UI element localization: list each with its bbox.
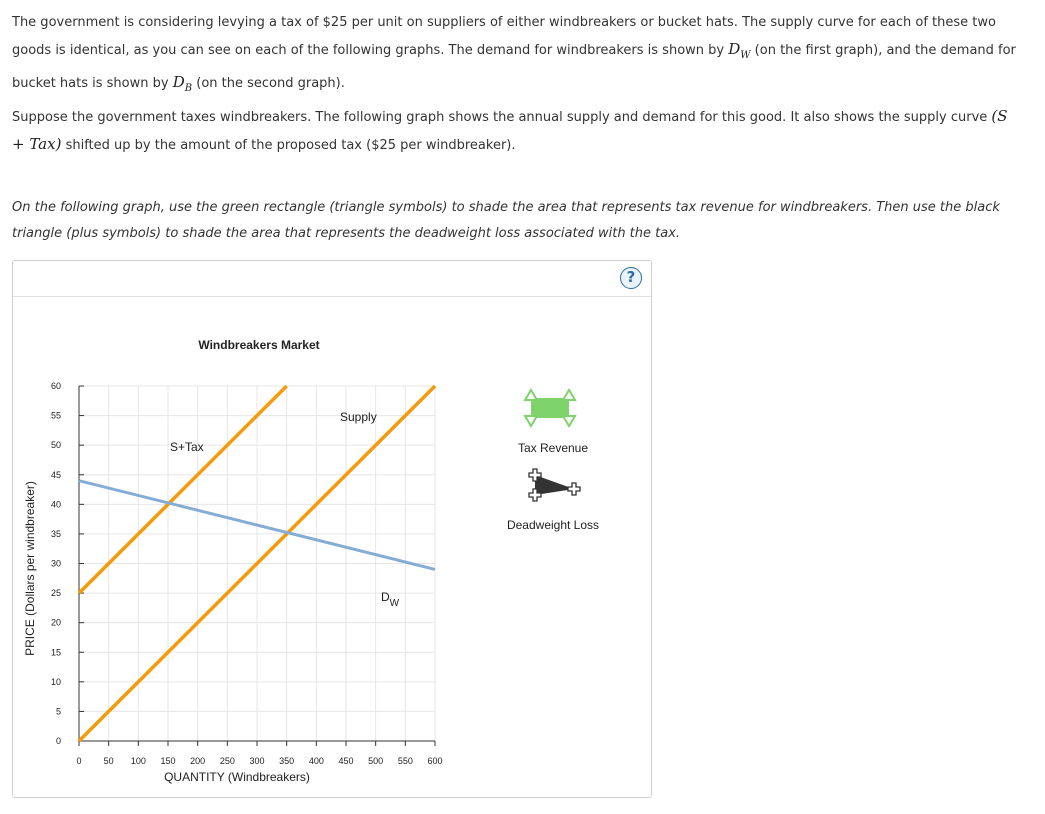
y-tick-label: 35	[50, 528, 61, 539]
plus-handle-icon[interactable]	[568, 483, 580, 495]
intro-paragraph-1: The government is considering levying a tax of $25 per unit on suppliers of either windbreakers or bucket hats. The supply curve for each of these two goods is identical, as you can see on each of the following graphs. The demand for windbreakers is shown by $D_W$ (on the first graph), and the demand for bucket hats is shown by $D_B$ (on the second graph).	[12, 15, 1016, 94]
y-tick-label: 60	[50, 381, 61, 391]
demand-curve-label: $D_W$	[381, 590, 400, 609]
y-tick-label: 50	[50, 440, 61, 451]
x-tick-label: 450	[338, 756, 354, 766]
x-tick-label: 0	[76, 756, 82, 766]
y-tick-label: 15	[50, 647, 61, 658]
y-axis-label: PRICE (Dollars per windbreaker)	[23, 481, 37, 656]
y-tick-label: 20	[50, 617, 61, 628]
tax-revenue-label: Tax Revenue	[517, 441, 589, 455]
triangle-handle-icon[interactable]	[563, 390, 575, 400]
deadweight-loss-tool[interactable]	[529, 469, 580, 501]
x-tick-label: 250	[219, 756, 235, 766]
x-tick-label: 500	[368, 756, 384, 766]
y-tick-label: 45	[50, 469, 61, 480]
x-axis-label: QUANTITY (Windbreakers)	[164, 770, 310, 784]
x-tick-label: 400	[308, 756, 324, 766]
chart-title: Windbreakers Market	[198, 338, 320, 352]
instructions-paragraph: On the following graph, use the green rectangle (triangle symbols) to shade the area that represents tax revenue for windbreakers. Then use the black triangle (plus symbols) to shade the area that represents the deadweight loss associated with the tax.	[12, 200, 1000, 241]
x-tick-label: 150	[160, 756, 176, 766]
help-icon[interactable]: ?	[620, 267, 642, 289]
demand-buckethats-symbol: $D_B$	[172, 73, 193, 94]
x-tick-label: 50	[103, 756, 114, 766]
windbreakers-market-chart	[13, 261, 653, 799]
supply-curve-label: Supply	[340, 410, 377, 424]
x-tick-label: 200	[190, 756, 206, 766]
x-tick-label: 350	[279, 756, 295, 766]
triangle-handle-icon[interactable]	[525, 390, 537, 400]
y-tick-label: 30	[50, 558, 61, 569]
graph-card	[12, 260, 652, 798]
x-tick-label: 550	[397, 756, 413, 766]
tax-revenue-tool[interactable]	[525, 390, 575, 426]
deadweight-loss-triangle-icon[interactable]	[535, 475, 574, 495]
y-tick-label: 10	[50, 676, 61, 687]
x-tick-label: 100	[130, 756, 146, 766]
y-tick-label: 55	[50, 410, 61, 421]
deadweight-loss-label: Deadweight Loss	[506, 518, 600, 532]
triangle-handle-icon[interactable]	[563, 416, 575, 426]
x-tick-label: 600	[427, 756, 443, 766]
y-tick-label: 0	[55, 736, 61, 746]
y-tick-label: 40	[50, 499, 61, 510]
intro-paragraph-2: Suppose the government taxes windbreakers. The following graph shows the annual supply and demand for this good. It also shows the supply curve (S + Tax) shifted up by the amount of the proposed tax ($25 per windbreaker).	[12, 107, 1008, 153]
y-tick-label: 5	[55, 706, 61, 717]
supply-plus-tax-curve-label: S+Tax	[170, 440, 204, 454]
demand-windbreakers-symbol: $D_W$	[728, 40, 751, 61]
supply-plus-tax-symbol: (S + Tax)	[12, 107, 1008, 153]
triangle-handle-icon[interactable]	[525, 416, 537, 426]
y-tick-label: 25	[50, 588, 61, 599]
x-tick-label: 300	[249, 756, 265, 766]
